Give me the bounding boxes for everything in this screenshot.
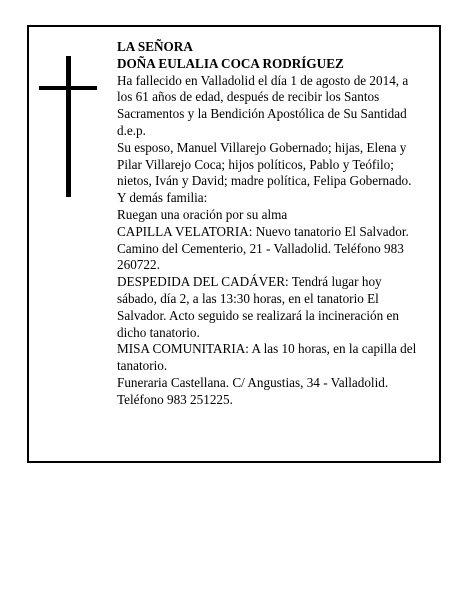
other-family: Y demás familia: <box>117 190 208 206</box>
funeral-home-info: Funeraria Castellana. C/ Angustias, 34 - Valladolid. Teléfono 983 251225. <box>117 374 389 407</box>
wake-chapel-info: CAPILLA VELATORIA: Nuevo tanatorio El Salvador. Camino del Cementerio, 21 - Valladolid. Teléfono 983 260722. <box>117 223 409 273</box>
obituary-notice <box>27 25 441 463</box>
cross-icon-horizontal-bar <box>39 86 97 90</box>
cross-icon-vertical-bar <box>66 56 71 197</box>
notice-title: LA SEÑORA <box>117 39 193 54</box>
mass-info: MISA COMUNITARIA: A las 10 horas, en la capilla del tanatorio. <box>117 341 417 374</box>
farewell-info: DESPEDIDA DEL CADÁVER: Tendrá lugar hoy sábado, día 2, a las 13:30 horas, en el tanatorio El Salvador. Acto seguido se realizará la incineración en dicho tanatorio. <box>117 274 399 340</box>
notice-text <box>117 39 423 409</box>
prayer-request: Ruegan una oración por su alma <box>117 206 288 222</box>
family-members: Su esposo, Manuel Villarejo Gobernado; hijas, Elena y Pilar Villarejo Coca; hijos políticos, Pablo y Teófilo; nietos, Iván y David; madre política, Felipa Gobernado. <box>117 139 412 189</box>
deceased-name: DOÑA EULALIA COCA RODRÍGUEZ <box>117 55 344 71</box>
death-announcement: Ha fallecido en Valladolid el día 1 de agosto de 2014, a los 61 años de edad, después de recibir los Santos Sacramentos y la Bendición Apostólica de Su Santidad d.e.p. <box>117 72 409 138</box>
